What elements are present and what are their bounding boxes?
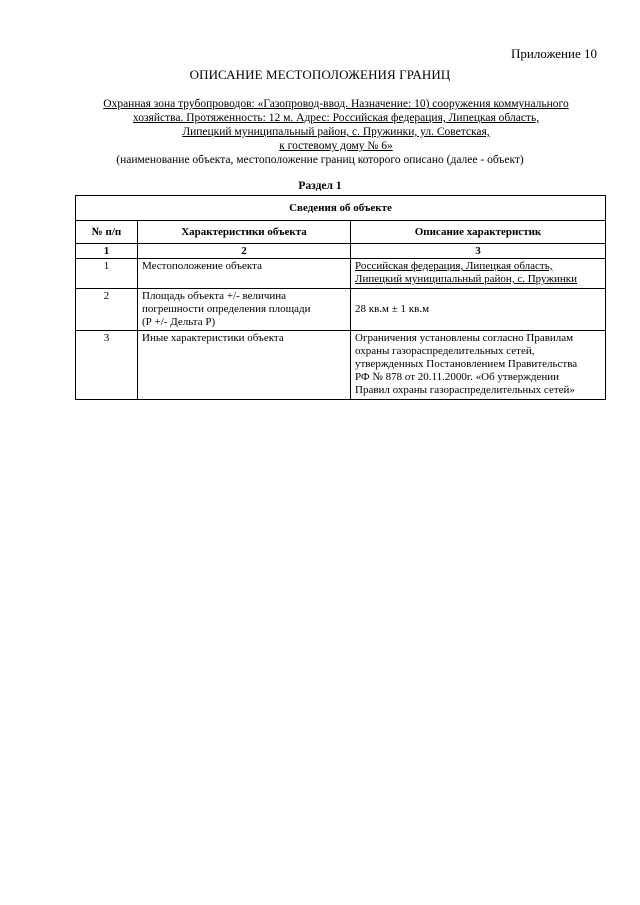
row-characteristic [138, 259, 351, 289]
cell-line: охраны газораспределительных сетей, [355, 345, 535, 357]
row-characteristic [138, 331, 351, 400]
cell-line: 28 кв.м ± 1 кв.м [355, 303, 430, 315]
column-number-row [76, 244, 606, 259]
cell-line: погрешности определения площади [142, 303, 311, 315]
section-title: Раздел 1 [298, 180, 342, 192]
object-line: Липецкий муниципальный район, с. Пружинки, ул. Советская, [182, 126, 490, 138]
row-number: 3 [76, 331, 138, 400]
cell-line: Иные характеристики объекта [142, 332, 284, 344]
cell-line: Площадь объекта +/- величина [142, 290, 287, 302]
table-heading-row [76, 196, 606, 221]
row-description [351, 331, 606, 400]
table-row [76, 289, 606, 331]
row-number: 1 [76, 259, 138, 289]
cell-line: (Р +/- Дельта Р) [142, 316, 216, 328]
column-header-description: Описание характеристик [351, 221, 606, 244]
cell-line: Правил охраны газораспределительных сетей» [355, 384, 575, 396]
object-description [96, 97, 576, 153]
document-title: ОПИСАНИЕ МЕСТОПОЛОЖЕНИЯ ГРАНИЦ [189, 67, 451, 82]
column-number: 3 [351, 244, 606, 259]
appendix-label: Приложение 10 [510, 46, 597, 61]
object-line: Охранная зона трубопроводов: «Газопровод-ввод. Назначение: 10) сооружения коммунального [103, 98, 569, 110]
cell-line: Местоположение объекта [142, 260, 262, 272]
row-description [351, 289, 606, 331]
object-line: хозяйства. Протяженность: 12 м. Адрес: Российская федерация, Липецкая область, [132, 112, 540, 124]
table-heading: Сведения об объекте [76, 196, 606, 221]
table-row [76, 259, 606, 289]
row-description [351, 259, 606, 289]
object-info-table [75, 195, 606, 400]
column-header-row [76, 221, 606, 244]
cell-line: утвержденных Постановлением Правительства [355, 358, 578, 370]
column-header-characteristic: Характеристики объекта [138, 221, 351, 244]
cell-line: Липецкий муниципальный район, с. Пружинки [355, 273, 577, 285]
table-row [76, 331, 606, 400]
column-header-number: № п/п [76, 221, 138, 244]
cell-line: Ограничения установлены согласно Правилам [355, 332, 574, 344]
row-number: 2 [76, 289, 138, 331]
column-number: 2 [138, 244, 351, 259]
row-characteristic [138, 289, 351, 331]
cell-line: Российская федерация, Липецкая область, [355, 260, 553, 272]
object-line: к гостевому дому № 6» [279, 140, 393, 152]
cell-line: РФ № 878 от 20.11.2000г. «Об утверждении [355, 371, 559, 383]
object-caption: (наименование объекта, местоположение границ которого описано (далее - объект) [116, 154, 524, 166]
column-number: 1 [76, 244, 138, 259]
